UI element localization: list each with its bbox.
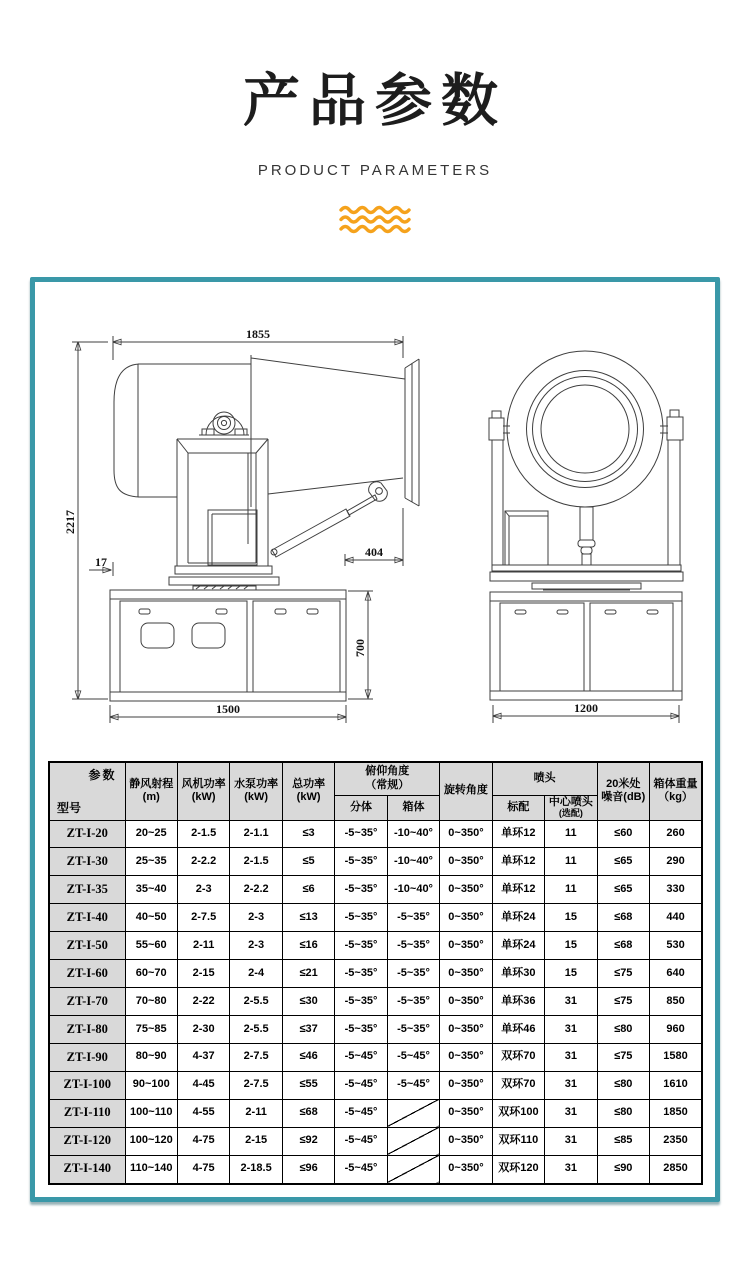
value-cell: 2-4 bbox=[230, 960, 282, 988]
value-cell: 2-30 bbox=[177, 1015, 229, 1043]
value-cell: 2-2.2 bbox=[230, 876, 282, 904]
table-row bbox=[49, 1043, 702, 1071]
col-header-pitch-line1: 俯仰角度 bbox=[365, 765, 410, 777]
value-cell: -5~45° bbox=[335, 1071, 387, 1099]
value-cell: 2-7.5 bbox=[177, 904, 229, 932]
value-cell: -5~35° bbox=[387, 988, 439, 1016]
model-cell: ZT-I-80 bbox=[49, 1015, 125, 1043]
value-cell: ≤85 bbox=[597, 1127, 649, 1155]
value-cell: ≤80 bbox=[597, 1071, 649, 1099]
value-cell: 15 bbox=[545, 932, 597, 960]
value-cell: ≤60 bbox=[597, 820, 649, 848]
value-cell: -10~40° bbox=[387, 820, 439, 848]
table-row bbox=[49, 1015, 702, 1043]
value-cell: 260 bbox=[650, 820, 702, 848]
col-header-weight-line1: 箱体重量 bbox=[653, 777, 698, 790]
col-header-total-line2: (kW) bbox=[296, 791, 321, 804]
value-cell: 0~350° bbox=[440, 988, 492, 1016]
value-cell: 单环12 bbox=[492, 876, 544, 904]
col-header-rotation-label: 旋转角度 bbox=[443, 784, 488, 797]
value-cell: 2-7.5 bbox=[230, 1043, 282, 1071]
model-cell: ZT-I-120 bbox=[49, 1127, 125, 1155]
value-cell: 15 bbox=[545, 904, 597, 932]
value-cell: 31 bbox=[545, 988, 597, 1016]
value-cell: 单环24 bbox=[492, 904, 544, 932]
col-header-rotation bbox=[440, 762, 492, 820]
value-cell: 单环12 bbox=[492, 820, 544, 848]
col-header-fan-line1: 风机功率 bbox=[181, 777, 226, 790]
value-cell: 960 bbox=[650, 1015, 702, 1043]
value-cell: 双环110 bbox=[492, 1127, 544, 1155]
value-cell: 40~50 bbox=[125, 904, 177, 932]
value-cell: 2-18.5 bbox=[230, 1155, 282, 1184]
value-cell: ≤16 bbox=[282, 932, 334, 960]
value-cell: 35~40 bbox=[125, 876, 177, 904]
wave-decoration-icon bbox=[339, 205, 411, 237]
col-header-noise-line1: 20米处 bbox=[606, 777, 641, 790]
value-cell: -5~35° bbox=[387, 1015, 439, 1043]
value-cell: -5~35° bbox=[335, 1015, 387, 1043]
dim-label-1500: 1500 bbox=[216, 702, 240, 716]
corner-param-label: 参数 bbox=[88, 768, 117, 782]
col-header-noise bbox=[597, 762, 649, 820]
value-cell: 2-1.1 bbox=[230, 820, 282, 848]
value-cell: 2-3 bbox=[230, 904, 282, 932]
value-cell: -5~35° bbox=[387, 932, 439, 960]
value-cell: 2850 bbox=[650, 1155, 702, 1184]
value-cell: 0~350° bbox=[440, 848, 492, 876]
col-header-weight bbox=[650, 762, 702, 820]
col-header-noise-line2: 噪音(dB) bbox=[601, 791, 646, 804]
col-header-pitch-group bbox=[335, 762, 440, 795]
value-cell: 双环70 bbox=[492, 1071, 544, 1099]
value-cell: ≤65 bbox=[597, 876, 649, 904]
value-cell: 4-75 bbox=[177, 1155, 229, 1184]
value-cell: 单环36 bbox=[492, 988, 544, 1016]
value-cell: 850 bbox=[650, 988, 702, 1016]
value-cell: 31 bbox=[545, 1043, 597, 1071]
col-header-range-line1: 静风射程 bbox=[129, 777, 174, 790]
value-cell: 单环12 bbox=[492, 848, 544, 876]
value-cell: 双环70 bbox=[492, 1043, 544, 1071]
value-cell: ≤37 bbox=[282, 1015, 334, 1043]
value-cell: -5~35° bbox=[387, 960, 439, 988]
table-row bbox=[49, 1099, 702, 1127]
value-cell: 4-55 bbox=[177, 1099, 229, 1127]
dim-label-2217: 2217 bbox=[63, 510, 77, 534]
value-cell: -5~45° bbox=[335, 1043, 387, 1071]
col-header-pump-power bbox=[230, 762, 282, 820]
value-cell: -5~35° bbox=[335, 904, 387, 932]
value-cell: 2-2.2 bbox=[177, 848, 229, 876]
side-view-drawing bbox=[63, 322, 423, 742]
value-cell: -5~35° bbox=[335, 876, 387, 904]
value-cell: ≤75 bbox=[597, 1043, 649, 1071]
table-row bbox=[49, 904, 702, 932]
value-cell: ≤80 bbox=[597, 1015, 649, 1043]
value-cell: ≤96 bbox=[282, 1155, 334, 1184]
col-header-nozzle-standard-label: 标配 bbox=[507, 800, 530, 813]
col-header-pump-line1: 水泵功率 bbox=[234, 777, 279, 790]
model-cell: ZT-I-140 bbox=[49, 1155, 125, 1184]
value-cell: -5~35° bbox=[335, 848, 387, 876]
value-cell: 2-15 bbox=[230, 1127, 282, 1155]
value-cell: 1850 bbox=[650, 1099, 702, 1127]
col-header-total-power bbox=[282, 762, 334, 820]
page-subtitle: PRODUCT PARAMETERS bbox=[257, 162, 493, 179]
value-cell: 31 bbox=[545, 1071, 597, 1099]
value-cell: 1580 bbox=[650, 1043, 702, 1071]
col-header-pitch-box bbox=[387, 795, 439, 820]
value-cell: 0~350° bbox=[440, 820, 492, 848]
model-cell: ZT-I-40 bbox=[49, 904, 125, 932]
front-view-drawing bbox=[425, 322, 715, 742]
value-cell: 75~85 bbox=[125, 1015, 177, 1043]
value-cell: -5~45° bbox=[387, 1071, 439, 1099]
model-cell: ZT-I-20 bbox=[49, 820, 125, 848]
value-cell: 4-75 bbox=[177, 1127, 229, 1155]
value-cell: 2-11 bbox=[230, 1099, 282, 1127]
value-cell: 4-37 bbox=[177, 1043, 229, 1071]
value-cell: 2-1.5 bbox=[177, 820, 229, 848]
value-cell: 2-15 bbox=[177, 960, 229, 988]
col-header-fan-power bbox=[177, 762, 229, 820]
value-cell: 11 bbox=[545, 848, 597, 876]
wave-line bbox=[341, 217, 409, 222]
value-cell-empty bbox=[387, 1099, 439, 1127]
value-cell: -5~45° bbox=[335, 1127, 387, 1155]
col-header-nozzle-group bbox=[492, 762, 597, 795]
col-header-weight-line2: （kg） bbox=[658, 791, 693, 804]
value-cell: 31 bbox=[545, 1015, 597, 1043]
value-cell: ≤68 bbox=[282, 1099, 334, 1127]
table-body bbox=[49, 820, 702, 1184]
model-cell: ZT-I-90 bbox=[49, 1043, 125, 1071]
value-cell: -5~35° bbox=[335, 960, 387, 988]
model-cell: ZT-I-35 bbox=[49, 876, 125, 904]
value-cell: 440 bbox=[650, 904, 702, 932]
value-cell: 0~350° bbox=[440, 1099, 492, 1127]
value-cell: ≤6 bbox=[282, 876, 334, 904]
value-cell: 110~140 bbox=[125, 1155, 177, 1184]
corner-model-label: 型号 bbox=[57, 800, 82, 815]
value-cell: 2-11 bbox=[177, 932, 229, 960]
value-cell: 4-45 bbox=[177, 1071, 229, 1099]
value-cell: 100~110 bbox=[125, 1099, 177, 1127]
value-cell: 2350 bbox=[650, 1127, 702, 1155]
value-cell: 2-5.5 bbox=[230, 988, 282, 1016]
dim-label-404: 404 bbox=[365, 545, 383, 559]
value-cell-empty bbox=[387, 1155, 439, 1184]
value-cell: 2-22 bbox=[177, 988, 229, 1016]
value-cell: -5~45° bbox=[387, 1043, 439, 1071]
value-cell: 11 bbox=[545, 820, 597, 848]
value-cell: 31 bbox=[545, 1099, 597, 1127]
value-cell: 单环46 bbox=[492, 1015, 544, 1043]
table-row bbox=[49, 820, 702, 848]
value-cell: 2-5.5 bbox=[230, 1015, 282, 1043]
col-header-nozzle-standard bbox=[492, 795, 544, 820]
value-cell: 31 bbox=[545, 1155, 597, 1184]
value-cell: -5~45° bbox=[335, 1099, 387, 1127]
value-cell: ≤55 bbox=[282, 1071, 334, 1099]
value-cell: ≤80 bbox=[597, 1099, 649, 1127]
value-cell: 290 bbox=[650, 848, 702, 876]
col-header-range-line2: (m) bbox=[142, 791, 160, 804]
table-row bbox=[49, 988, 702, 1016]
dim-label-17: 17 bbox=[95, 555, 107, 569]
value-cell: 0~350° bbox=[440, 960, 492, 988]
value-cell: 双环120 bbox=[492, 1155, 544, 1184]
value-cell: 单环30 bbox=[492, 960, 544, 988]
value-cell: 2-7.5 bbox=[230, 1071, 282, 1099]
value-cell: 0~350° bbox=[440, 1155, 492, 1184]
value-cell: ≤21 bbox=[282, 960, 334, 988]
col-header-total-line1: 总功率 bbox=[292, 777, 326, 790]
value-cell: ≤46 bbox=[282, 1043, 334, 1071]
value-cell: 55~60 bbox=[125, 932, 177, 960]
value-cell: ≤90 bbox=[597, 1155, 649, 1184]
table-row bbox=[49, 1127, 702, 1155]
value-cell: 2-1.5 bbox=[230, 848, 282, 876]
value-cell: 单环24 bbox=[492, 932, 544, 960]
value-cell: ≤30 bbox=[282, 988, 334, 1016]
value-cell: 0~350° bbox=[440, 1015, 492, 1043]
table-row bbox=[49, 932, 702, 960]
value-cell-empty bbox=[387, 1127, 439, 1155]
page-title: 产品参数 bbox=[243, 69, 507, 133]
value-cell: 0~350° bbox=[440, 904, 492, 932]
value-cell: 0~350° bbox=[440, 876, 492, 904]
value-cell: 90~100 bbox=[125, 1071, 177, 1099]
value-cell: 11 bbox=[545, 876, 597, 904]
col-header-nozzle-center bbox=[545, 795, 597, 820]
model-cell: ZT-I-70 bbox=[49, 988, 125, 1016]
value-cell: 70~80 bbox=[125, 988, 177, 1016]
value-cell: 31 bbox=[545, 1127, 597, 1155]
table-row bbox=[49, 848, 702, 876]
col-header-pump-line2: (kW) bbox=[244, 791, 269, 804]
col-header-pitch-split bbox=[335, 795, 387, 820]
value-cell: 640 bbox=[650, 960, 702, 988]
model-cell: ZT-I-60 bbox=[49, 960, 125, 988]
value-cell: -10~40° bbox=[387, 876, 439, 904]
value-cell: 0~350° bbox=[440, 1071, 492, 1099]
table-row bbox=[49, 876, 702, 904]
model-cell: ZT-I-50 bbox=[49, 932, 125, 960]
col-header-nozzle-label: 喷头 bbox=[533, 771, 556, 784]
model-cell: ZT-I-30 bbox=[49, 848, 125, 876]
value-cell: -10~40° bbox=[387, 848, 439, 876]
value-cell: -5~35° bbox=[387, 904, 439, 932]
value-cell: 2-3 bbox=[177, 876, 229, 904]
content-frame bbox=[30, 277, 720, 1202]
value-cell: 0~350° bbox=[440, 1043, 492, 1071]
value-cell: 20~25 bbox=[125, 820, 177, 848]
value-cell: 1610 bbox=[650, 1071, 702, 1099]
table-row bbox=[49, 1071, 702, 1099]
col-header-nozzle-center-line2: (选配) bbox=[558, 808, 583, 819]
value-cell: ≤3 bbox=[282, 820, 334, 848]
spec-table bbox=[48, 761, 703, 1185]
value-cell: -5~35° bbox=[335, 932, 387, 960]
value-cell: 15 bbox=[545, 960, 597, 988]
value-cell: ≤65 bbox=[597, 848, 649, 876]
value-cell: ≤5 bbox=[282, 848, 334, 876]
value-cell: 330 bbox=[650, 876, 702, 904]
model-cell: ZT-I-100 bbox=[49, 1071, 125, 1099]
wave-line bbox=[341, 227, 409, 232]
value-cell: -5~35° bbox=[335, 988, 387, 1016]
wave-line bbox=[341, 208, 409, 213]
value-cell: ≤68 bbox=[597, 932, 649, 960]
corner-header-cell bbox=[49, 762, 125, 820]
value-cell: 0~350° bbox=[440, 1127, 492, 1155]
value-cell: ≤75 bbox=[597, 988, 649, 1016]
value-cell: 60~70 bbox=[125, 960, 177, 988]
value-cell: 80~90 bbox=[125, 1043, 177, 1071]
col-header-fan-line2: (kW) bbox=[191, 791, 216, 804]
dim-label-1200: 1200 bbox=[574, 701, 598, 715]
value-cell: 0~350° bbox=[440, 932, 492, 960]
value-cell: 100~120 bbox=[125, 1127, 177, 1155]
value-cell: 双环100 bbox=[492, 1099, 544, 1127]
value-cell: ≤68 bbox=[597, 904, 649, 932]
col-header-range bbox=[125, 762, 177, 820]
model-cell: ZT-I-110 bbox=[49, 1099, 125, 1127]
table-row bbox=[49, 960, 702, 988]
col-header-nozzle-center-line1: 中心喷头 bbox=[548, 795, 593, 808]
value-cell: -5~45° bbox=[335, 1155, 387, 1184]
dim-label-700: 700 bbox=[353, 639, 367, 657]
value-cell: ≤13 bbox=[282, 904, 334, 932]
value-cell: 25~35 bbox=[125, 848, 177, 876]
col-header-pitch-split-label: 分体 bbox=[350, 800, 373, 813]
value-cell: -5~35° bbox=[335, 820, 387, 848]
value-cell: 2-3 bbox=[230, 932, 282, 960]
col-header-pitch-box-label: 箱体 bbox=[402, 800, 425, 813]
value-cell: ≤92 bbox=[282, 1127, 334, 1155]
value-cell: 530 bbox=[650, 932, 702, 960]
table-row bbox=[49, 1155, 702, 1184]
col-header-pitch-line2: （常规） bbox=[365, 778, 410, 791]
value-cell: ≤75 bbox=[597, 960, 649, 988]
dim-label-1855: 1855 bbox=[246, 327, 270, 341]
